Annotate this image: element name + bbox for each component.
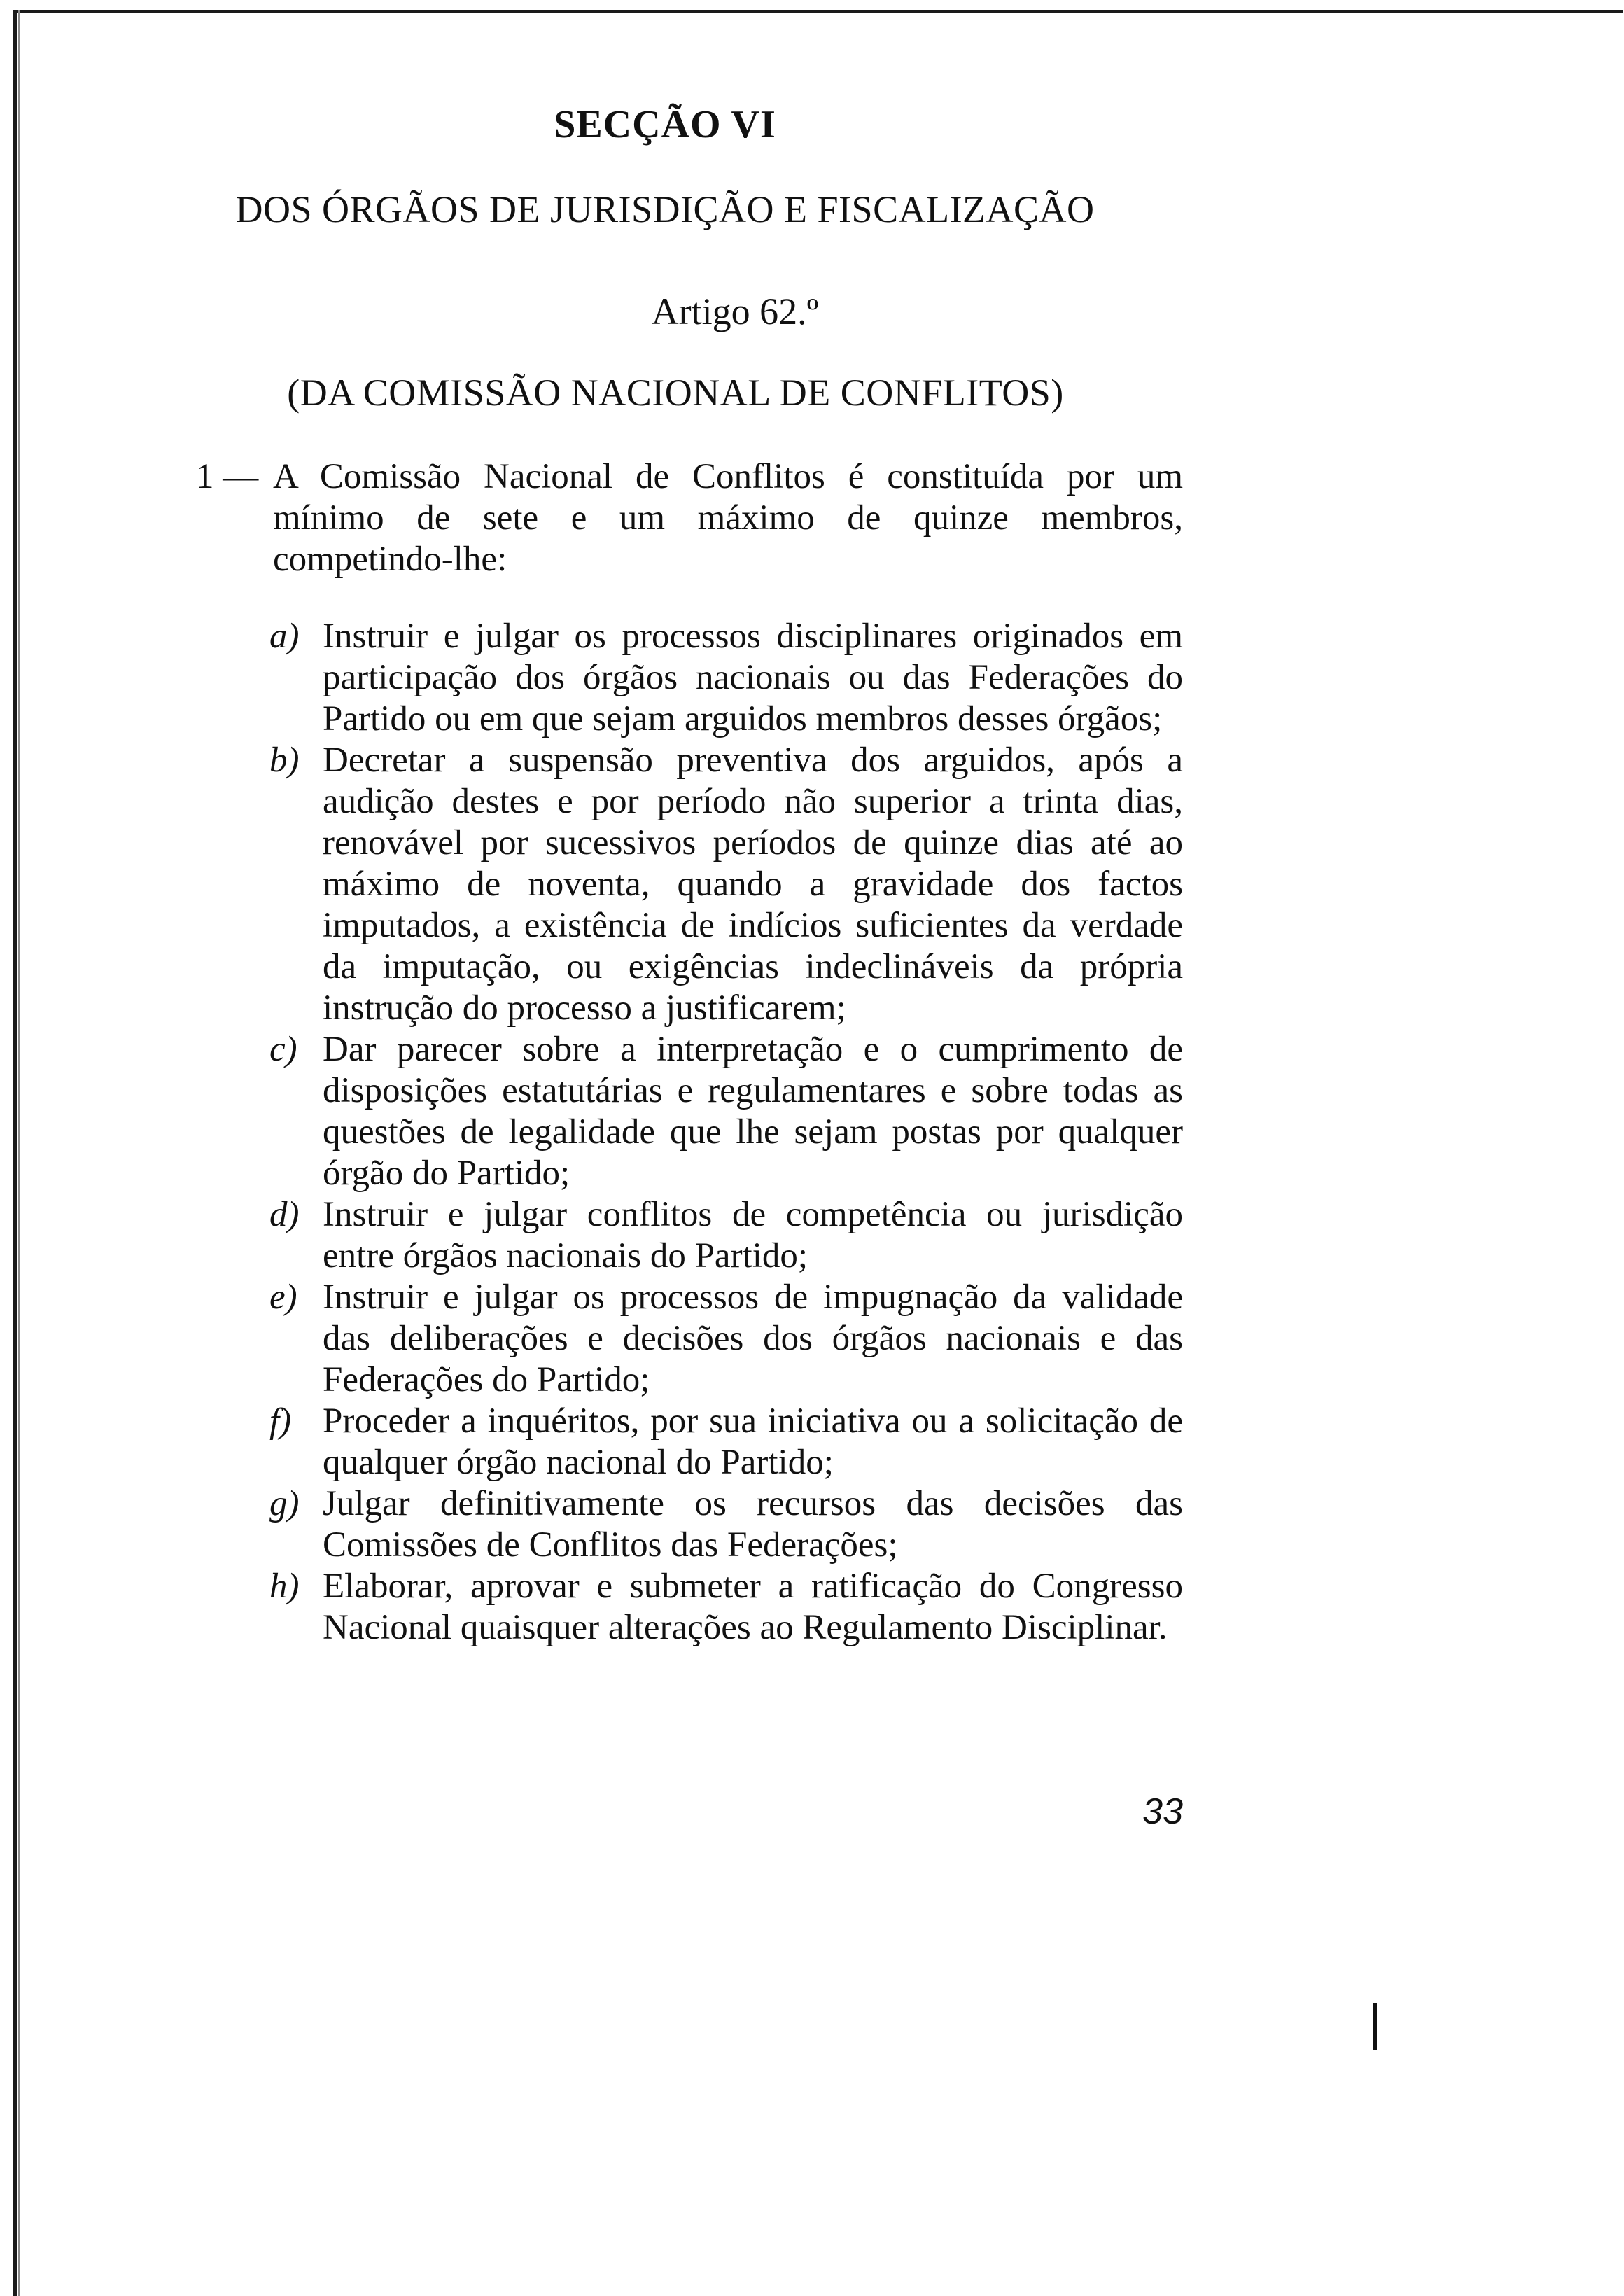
item-text: Instruir e julgar os processos de impugnação da validade das deliberações e decisões dos órgãos nacionais e das Federações do Partido; <box>323 1278 1183 1399</box>
section-subtitle: DOS ÓRGÃOS DE JURISDIÇÃO E FISCALIZAÇÃO <box>235 188 1095 230</box>
list-item-e <box>270 1277 1183 1401</box>
item-letter: b) <box>270 741 300 780</box>
list-item-c <box>270 1029 1183 1194</box>
item-letter: a) <box>270 617 300 656</box>
item-list <box>270 616 1183 1648</box>
item-letter: h) <box>270 1567 300 1606</box>
list-item-b <box>270 740 1183 1029</box>
item-letter: g) <box>270 1484 300 1523</box>
item-text: Elaborar, aprovar e submeter a ratificação do Congresso Nacional quaisquer alterações ao Regulamento Disciplinar. <box>323 1567 1183 1647</box>
item-text: Dar parecer sobre a interpretação e o cumprimento de disposições estatutárias e regulamentares e sobre todas as questões de legalidade que lhe sejam postas por qualquer órgão do Partido; <box>323 1030 1183 1193</box>
item-text: Instruir e julgar conflitos de competência ou jurisdição entre órgãos nacionais do Partido; <box>323 1195 1183 1275</box>
paragraph-text: A Comissão Nacional de Conflitos é constituída por um mínimo de sete e um máximo de quinze membros, competindo-lhe: <box>273 457 1183 579</box>
page-number: 33 <box>1142 1791 1183 1832</box>
list-item-a <box>270 616 1183 740</box>
item-text: Decretar a suspensão preventiva dos arguidos, após a audição destes e por período não superior a trinta dias, renovável por sucessivos períodos de quinze dias até ao máximo de noventa, quando a gravidade dos factos imputados, a existência de indícios suficientes da verdade da imputação, ou exigências indeclináveis da própria instrução do processo a justificarem; <box>323 741 1183 1028</box>
item-text: Instruir e julgar os processos disciplinares originados em participação dos órgãos nacionais ou das Federações do Partido ou em que sejam arguidos membros desses órgãos; <box>323 617 1183 738</box>
item-letter: c) <box>270 1030 298 1069</box>
list-item-h <box>270 1566 1183 1648</box>
section-title: SECÇÃO VI <box>554 103 776 146</box>
item-text: Proceder a inquéritos, por sua iniciativa ou a solicitação de qualquer órgão nacional do Partido; <box>323 1401 1183 1482</box>
article-number: Artigo 62.º <box>651 290 819 332</box>
paragraph-1 <box>196 456 1183 580</box>
item-letter: d) <box>270 1195 300 1234</box>
item-letter: f) <box>270 1401 292 1441</box>
list-item-d <box>270 1194 1183 1277</box>
item-text: Julgar definitivamente os recursos das decisões das Comissões de Conflitos das Federações; <box>323 1484 1183 1564</box>
article-title: (DA COMISSÃO NACIONAL DE CONFLITOS) <box>287 372 1064 414</box>
list-item-g <box>270 1483 1183 1566</box>
item-letter: e) <box>270 1278 298 1317</box>
list-item-f <box>270 1401 1183 1483</box>
paragraph-number: 1 — <box>196 457 259 496</box>
